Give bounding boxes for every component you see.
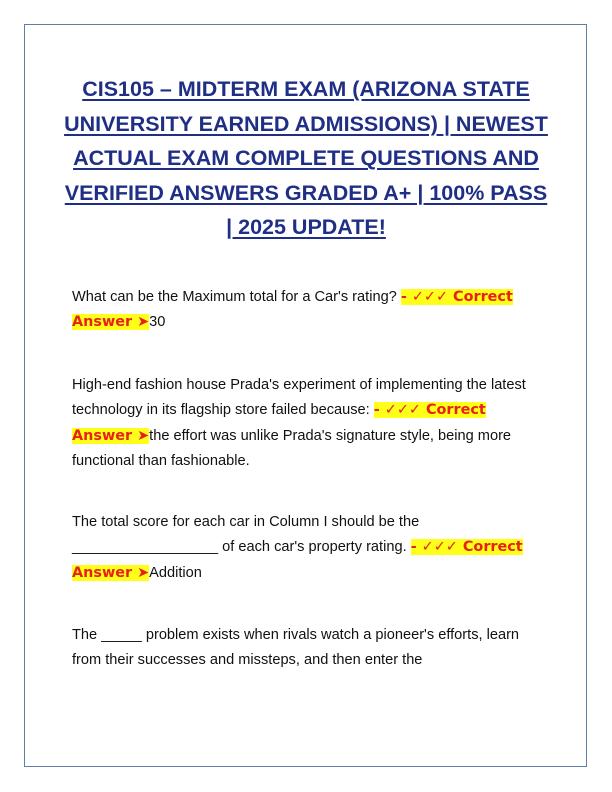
correct-answer-marker: - ✓✓✓ Correct Answer ➤: [72, 402, 486, 444]
question-text: High-end fashion house Prada's experiment of implementing the latest technology in its flagship store failed because:: [72, 377, 526, 419]
question-text: What can be the Maximum total for a Car's rating?: [72, 289, 397, 305]
question-text: The _____ problem exists when rivals watch a pioneer's efforts, learn from their successes and missteps, and then enter the: [72, 627, 520, 669]
answer-text: the effort was unlike Prada's signature style, being more functional than fashionable.: [72, 427, 512, 469]
qa-item: [72, 285, 532, 336]
question-text: The total score for each car in Column I should be the __________________ of each car's property rating.: [72, 514, 420, 556]
qa-item: [72, 373, 532, 474]
correct-answer-marker: - ✓✓✓ Correct Answer ➤: [72, 289, 513, 331]
answer-text: Addition: [149, 564, 202, 581]
qa-item: [72, 510, 532, 586]
document-title: CIS105 – MIDTERM EXAM (ARIZONA STATE UNIVERSITY EARNED ADMISSIONS) | NEWEST ACTUAL EXAM COMPLETE QUESTIONS AND VERIFIED ANSWERS GRADED A+ | 100% PASS | 2025 UPDATE!: [64, 77, 548, 239]
correct-answer-marker: - ✓✓✓ Correct Answer ➤: [72, 539, 523, 581]
answer-text: 30: [149, 314, 166, 331]
qa-item: [72, 623, 532, 674]
